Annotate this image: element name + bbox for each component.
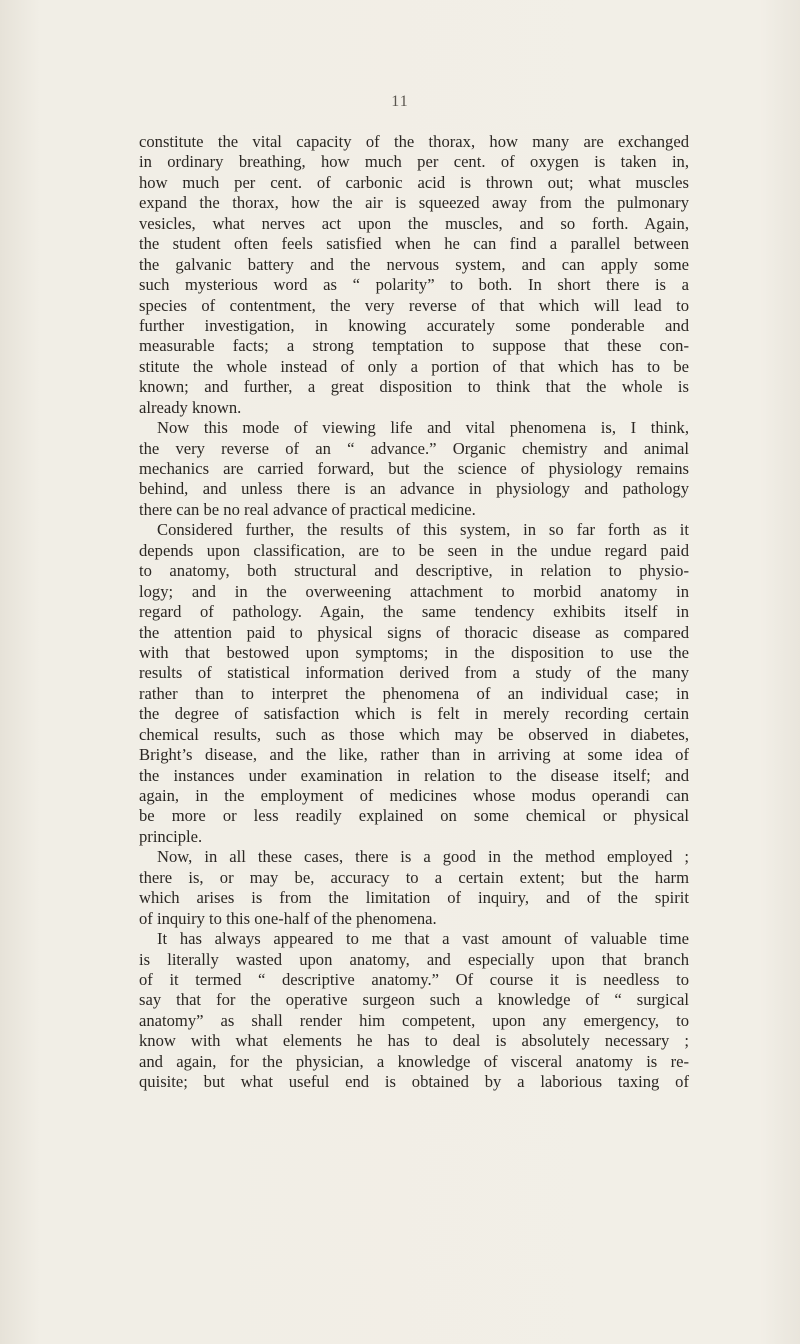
text-line: know with what elements he has to deal is absolutely necessary ;: [139, 1031, 689, 1051]
text-line: Now this mode of viewing life and vital phenomena is, I think,: [157, 418, 689, 438]
page-number: 11: [391, 93, 409, 110]
text-line: again, in the employment of medicines whose modus operandi can: [139, 786, 689, 805]
text-line: vesicles, what nerves act upon the muscles, and so forth. Again,: [139, 213, 689, 233]
text-line: further investigation, in knowing accurately some ponderable and: [139, 315, 689, 335]
text-line: regard of pathology. Again, the same tendency exhibits itself in: [139, 602, 689, 622]
text-line: of it termed “ descriptive anatomy.” Of course it is needless to: [139, 969, 689, 989]
text-line: be more or less readily explained on some chemical or physical: [139, 806, 689, 826]
text-line: such mysterious word as “ polarity” to both. In short there is a: [139, 275, 689, 295]
text-line: the student often feels satisfied when he can find a parallel between: [139, 234, 689, 254]
text-line: constitute the vital capacity of the thorax, how many are exchanged: [139, 132, 689, 151]
text-line: principle.: [139, 826, 203, 846]
text-line: logy; and in the overweening attachment to morbid anatomy in: [139, 581, 689, 601]
text-line: there can be no real advance of practical medicine.: [139, 499, 476, 519]
text-line: in ordinary breathing, how much per cent. of oxygen is taken in,: [139, 152, 689, 172]
text-line: chemical results, such as those which may be observed in diabetes,: [139, 724, 689, 744]
text-line: quisite; but what useful end is obtained by a laborious taxing of: [139, 1072, 689, 1092]
body-text: [139, 132, 689, 1093]
text-line: how much per cent. of carbonic acid is thrown out; what muscles: [139, 172, 689, 192]
text-line: Considered further, the results of this system, in so far forth as it: [157, 520, 689, 540]
text-line: the degree of satisfaction which is felt in merely recording certain: [139, 704, 689, 724]
text-line: and again, for the physician, a knowledge of visceral anatomy is re-: [139, 1051, 689, 1071]
text-line: Bright’s disease, and the like, rather than in arriving at some idea of: [139, 745, 689, 765]
text-line: behind, and unless there is an advance in physiology and pathology: [139, 479, 689, 499]
text-line: the attention paid to physical signs of thoracic disease as compared: [139, 622, 689, 642]
text-line: known; and further, a great disposition to think that the whole is: [139, 377, 689, 397]
text-line: rather than to interpret the phenomena of an individual case; in: [139, 683, 689, 703]
text-line: the galvanic battery and the nervous system, and can apply some: [139, 254, 689, 274]
text-line: there is, or may be, accuracy to a certain extent; but the harm: [139, 867, 689, 887]
text-line: results of statistical information derived from a study of the many: [139, 663, 689, 683]
text-line: It has always appeared to me that a vast amount of valuable time: [157, 929, 689, 949]
text-line: species of contentment, the very reverse of that which will lead to: [139, 295, 689, 315]
text-line: of inquiry to this one-half of the phenomena.: [139, 908, 437, 928]
text-line: Now, in all these cases, there is a good in the method employed ;: [157, 847, 689, 867]
text-line: stitute the whole instead of only a portion of that which has to be: [139, 356, 689, 376]
text-line: measurable facts; a strong temptation to suppose that these con-: [139, 336, 689, 356]
text-line: the very reverse of an “ advance.” Organic chemistry and animal: [139, 438, 689, 458]
text-line: depends upon classification, are to be seen in the undue regard paid: [139, 540, 689, 560]
text-line: anatomy” as shall render him competent, upon any emergency, to: [139, 1010, 689, 1030]
text-line: expand the thorax, how the air is squeezed away from the pulmonary: [139, 193, 689, 213]
text-line: the instances under examination in relation to the disease itself; and: [139, 765, 689, 785]
text-line: with that bestowed upon symptoms; in the disposition to use the: [139, 642, 689, 662]
text-line: already known.: [139, 397, 242, 417]
text-line: say that for the operative surgeon such a knowledge of “ surgical: [139, 990, 689, 1010]
text-line: which arises is from the limitation of inquiry, and of the spirit: [139, 888, 689, 908]
text-line: is literally wasted upon anatomy, and especially upon that branch: [139, 949, 689, 969]
text-line: mechanics are carried forward, but the science of physiology remains: [139, 459, 689, 478]
text-line: to anatomy, both structural and descriptive, in relation to physio-: [139, 561, 689, 581]
